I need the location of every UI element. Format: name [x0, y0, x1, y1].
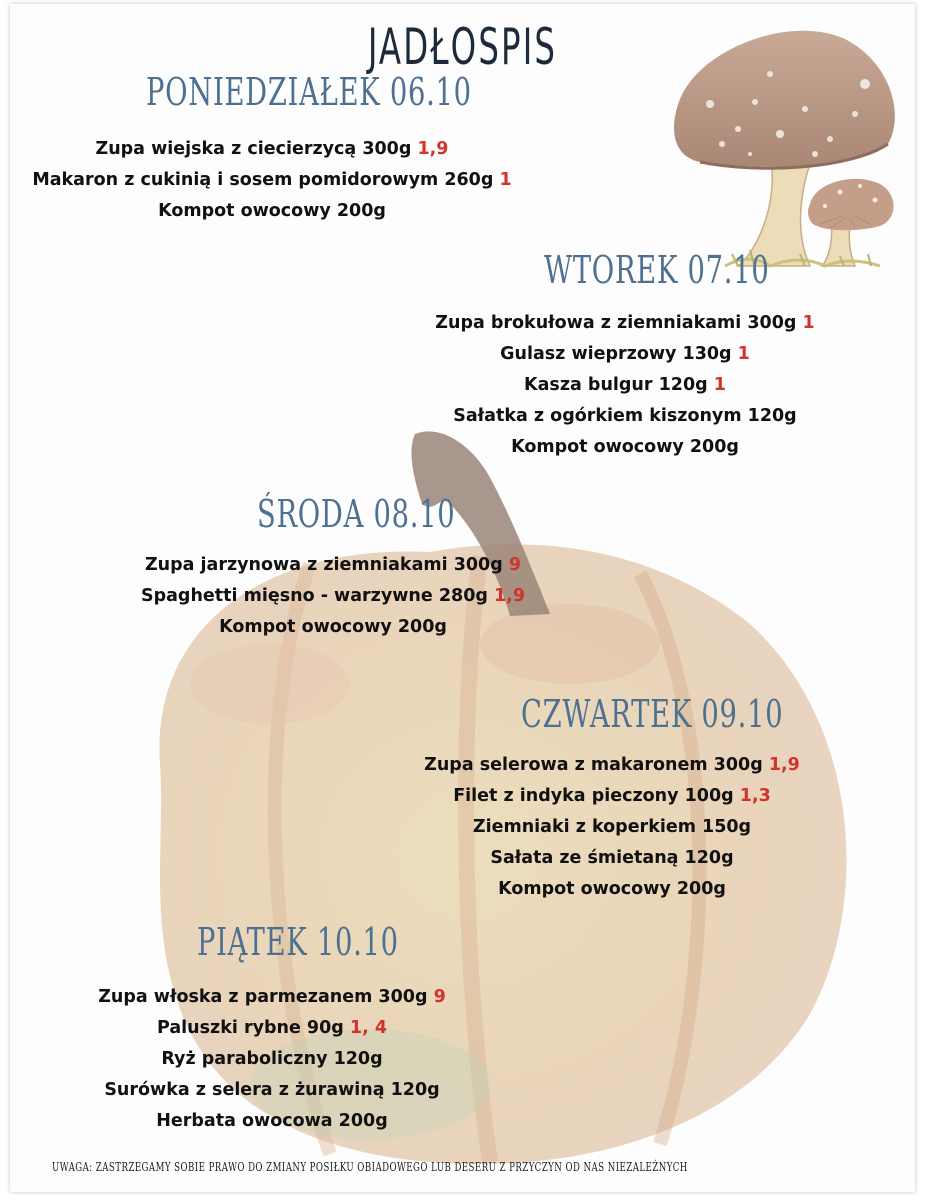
day-heading-monday: PONIEDZIAŁEK 06.10 [146, 70, 472, 114]
menu-item: Zupa jarzynowa z ziemniakami 300g 9 [144, 555, 522, 575]
day-menu-tuesday [402, 308, 848, 463]
menu-item: Spaghetti mięsno - warzywne 280g 1,9 [140, 586, 526, 606]
allergen-codes: 1 [713, 375, 726, 395]
allergen-codes: 1 [802, 313, 815, 333]
allergen-codes: 1,9 [494, 586, 526, 606]
menu-item: Paluszki rybne 90g 1, 4 [156, 1018, 387, 1038]
allergen-codes: 1 [499, 170, 512, 190]
allergen-codes: 9 [508, 555, 522, 575]
menu-item: Ryż paraboliczny 120g [161, 1049, 383, 1069]
menu-item: Zupa brokułowa z ziemniakami 300g 1 [435, 313, 815, 333]
allergen-codes: 9 [433, 987, 446, 1007]
menu-item: Kasza bulgur 120g 1 [524, 375, 726, 395]
allergen-codes: 1 [737, 344, 750, 364]
menu-page [10, 4, 915, 1192]
menu-item: Sałata ze śmietaną 120g [490, 848, 734, 868]
allergen-codes: 1,9 [768, 755, 800, 775]
menu-item: Gulasz wieprzowy 130g 1 [500, 344, 750, 364]
day-heading-tuesday: WTOREK 07.10 [544, 248, 770, 292]
menu-item: Kompot owocowy 200g [498, 879, 726, 899]
day-heading-wednesday: ŚRODA 08.10 [257, 492, 456, 536]
menu-item: Surówka z selera z żurawiną 120g [104, 1080, 440, 1100]
menu-item: Zupa selerowa z makaronem 300g 1,9 [424, 755, 800, 775]
day-heading-friday: PIĄTEK 10.10 [197, 920, 399, 964]
menu-item: Kompot owocowy 200g [511, 437, 739, 457]
allergen-codes: 1,9 [417, 139, 449, 159]
page-title: JADŁOSPIS [367, 18, 558, 76]
menu-item: Zupa włoska z parmezanem 300g 9 [98, 987, 446, 1007]
menu-item: Kompot owocowy 200g [158, 201, 386, 221]
day-menu-wednesday [126, 550, 540, 643]
menu-item: Sałatka z ogórkiem kiszonym 120g [453, 406, 797, 426]
menu-item: Kompot owocowy 200g [219, 617, 447, 637]
day-menu-thursday [412, 750, 812, 905]
menu-item: Zupa wiejska z ciecierzycą 300g 1,9 [95, 139, 449, 159]
menu-item: Makaron z cukinią i sosem pomidorowym 260g 1 [32, 170, 512, 190]
allergen-codes: 1,3 [739, 786, 771, 806]
day-menu-friday [72, 982, 472, 1137]
day-menu-monday [22, 134, 522, 227]
menu-item: Filet z indyka pieczony 100g 1,3 [453, 786, 771, 806]
allergen-codes: 1, 4 [349, 1018, 387, 1038]
menu-item: Ziemniaki z koperkiem 150g [472, 817, 752, 837]
menu-item: Herbata owocowa 200g [156, 1111, 388, 1131]
day-heading-thursday: CZWARTEK 09.10 [521, 692, 784, 736]
footer-note: UWAGA: ZASTRZEGAMY SOBIE PRAWO DO ZMIANY POSIŁKU OBIADOWEGO LUB DESERU Z PRZYCZYN OD NAS NIEZALEŻNYCH [52, 1160, 688, 1174]
